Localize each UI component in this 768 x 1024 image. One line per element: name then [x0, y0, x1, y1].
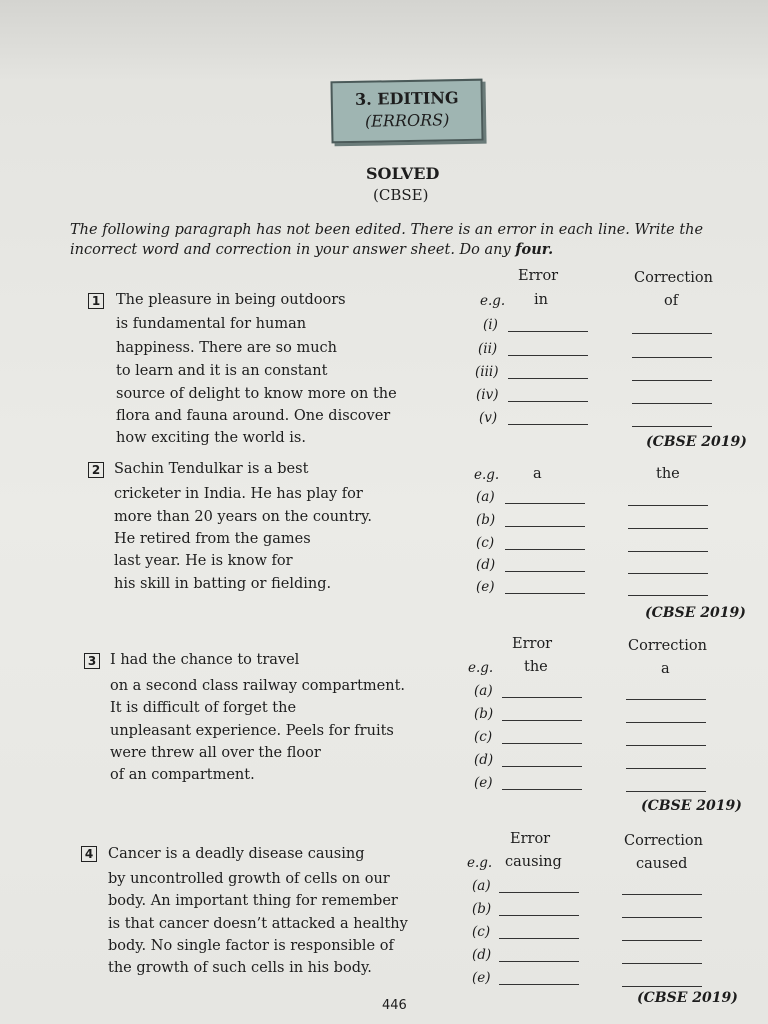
- error-column-header: Error: [518, 268, 559, 284]
- question-line: body. An important thing for remember: [108, 893, 398, 909]
- item-marker: (e): [476, 579, 495, 595]
- question-line: is fundamental for human: [116, 316, 307, 332]
- question-number: 3: [84, 653, 100, 669]
- item-marker: (d): [476, 557, 496, 573]
- question-line: happiness. There are so much: [116, 340, 338, 356]
- question-line: his skill in batting or fielding.: [114, 576, 332, 592]
- correction-column-header: Correction: [634, 270, 713, 286]
- error-answer-blank: [499, 961, 579, 962]
- item-marker: (d): [472, 947, 492, 963]
- correction-answer-blank: [628, 551, 708, 552]
- error-answer-blank: [499, 984, 579, 985]
- error-answer-blank: [499, 892, 579, 893]
- question-line: He retired from the games: [114, 531, 311, 547]
- item-marker: (a): [476, 489, 495, 505]
- instruction-text: [70, 220, 750, 260]
- item-marker: (e): [472, 970, 491, 986]
- question-line: by uncontrolled growth of cells on our: [108, 871, 390, 887]
- error-answer-blank: [508, 331, 588, 332]
- correction-answer-blank: [628, 528, 708, 529]
- question-line: the growth of such cells in his body.: [108, 960, 372, 976]
- item-marker: (d): [474, 752, 494, 768]
- error-answer-blank: [502, 720, 582, 721]
- question-line: The pleasure in being outdoors: [116, 292, 346, 308]
- question-line: is that cancer doesn’t attacked a healthy: [108, 916, 408, 932]
- question-line: to learn and it is an constant: [116, 363, 328, 379]
- example-error: a: [533, 466, 542, 482]
- error-answer-blank: [508, 401, 588, 402]
- error-answer-blank: [502, 766, 582, 767]
- question-line: more than 20 years on the country.: [114, 509, 373, 525]
- example-correction: the: [656, 466, 680, 482]
- correction-answer-blank: [628, 505, 708, 506]
- correction-column-header: Correction: [624, 833, 703, 849]
- correction-answer-blank: [622, 917, 702, 918]
- question-line: cricketer in India. He has play for: [114, 486, 363, 502]
- error-answer-blank: [508, 378, 588, 379]
- question-line: It is difficult of forget the: [110, 700, 297, 716]
- error-column-header: Error: [512, 636, 553, 652]
- chapter-title: 3. EDITING: [354, 88, 459, 109]
- question-line: body. No single factor is responsible of: [108, 938, 394, 954]
- correction-answer-blank: [626, 745, 706, 746]
- item-marker: (ii): [478, 341, 498, 357]
- question-line: of an compartment.: [110, 767, 255, 783]
- correction-answer-blank: [626, 699, 706, 700]
- citation: (CBSE 2019): [646, 434, 747, 450]
- example-correction: a: [661, 661, 670, 677]
- question-line: I had the chance to travel: [110, 652, 300, 668]
- error-answer-blank: [505, 549, 585, 550]
- error-answer-blank: [502, 789, 582, 790]
- question-line: how exciting the world is.: [116, 430, 306, 446]
- item-marker: (i): [483, 317, 498, 333]
- chapter-heading-box: [330, 79, 483, 144]
- error-answer-blank: [502, 743, 582, 744]
- error-answer-blank: [508, 355, 588, 356]
- example-label: e.g.: [474, 467, 500, 483]
- question-line: last year. He is know for: [114, 553, 293, 569]
- question-number: 2: [88, 462, 104, 478]
- instruction-emphasis: four.: [515, 241, 554, 258]
- section-source: (CBSE): [373, 186, 429, 204]
- correction-answer-blank: [632, 380, 712, 381]
- example-label: e.g.: [468, 660, 494, 676]
- item-marker: (e): [474, 775, 493, 791]
- question-number: 4: [81, 846, 97, 862]
- correction-answer-blank: [628, 595, 708, 596]
- error-answer-blank: [499, 938, 579, 939]
- correction-answer-blank: [632, 357, 712, 358]
- example-error: in: [534, 292, 548, 308]
- error-column-header: Error: [510, 831, 551, 847]
- question-line: were threw all over the floor: [110, 745, 321, 761]
- item-marker: (c): [476, 535, 495, 551]
- correction-answer-blank: [628, 573, 708, 574]
- example-correction: of: [664, 293, 679, 309]
- example-label: e.g.: [467, 855, 493, 871]
- citation: (CBSE 2019): [641, 798, 742, 814]
- question-line: flora and fauna around. One discover: [116, 408, 391, 424]
- item-marker: (b): [472, 901, 492, 917]
- instruction-body: The following paragraph has not been edited. There is an error in each line. Write the incorrect word and correction in your answer sheet. Do any: [70, 222, 704, 258]
- question-number: 1: [88, 293, 104, 309]
- question-line: Sachin Tendulkar is a best: [114, 461, 309, 477]
- section-title: SOLVED: [366, 164, 440, 183]
- correction-answer-blank: [626, 722, 706, 723]
- correction-answer-blank: [632, 333, 712, 334]
- citation: (CBSE 2019): [645, 605, 746, 621]
- correction-answer-blank: [622, 986, 702, 987]
- error-answer-blank: [505, 571, 585, 572]
- item-marker: (c): [474, 729, 493, 745]
- item-marker: (iv): [476, 387, 499, 403]
- item-marker: (b): [474, 706, 494, 722]
- error-answer-blank: [499, 915, 579, 916]
- citation: (CBSE 2019): [637, 990, 738, 1006]
- correction-answer-blank: [632, 403, 712, 404]
- correction-answer-blank: [626, 791, 706, 792]
- example-error: causing: [505, 854, 562, 870]
- error-answer-blank: [502, 697, 582, 698]
- question-line: unpleasant experience. Peels for fruits: [110, 723, 394, 739]
- item-marker: (iii): [475, 364, 499, 380]
- error-answer-blank: [508, 424, 588, 425]
- error-answer-blank: [505, 503, 585, 504]
- item-marker: (v): [479, 410, 498, 426]
- correction-answer-blank: [622, 940, 702, 941]
- example-label: e.g.: [480, 293, 506, 309]
- error-answer-blank: [505, 593, 585, 594]
- correction-answer-blank: [622, 894, 702, 895]
- page-number: 446: [382, 998, 407, 1013]
- item-marker: (a): [472, 878, 491, 894]
- question-line: source of delight to know more on the: [116, 386, 397, 402]
- error-answer-blank: [505, 526, 585, 527]
- correction-column-header: Correction: [628, 638, 707, 654]
- chapter-subtitle: (ERRORS): [364, 110, 450, 131]
- correction-answer-blank: [626, 768, 706, 769]
- example-error: the: [524, 659, 548, 675]
- item-marker: (c): [472, 924, 491, 940]
- item-marker: (a): [474, 683, 493, 699]
- question-line: on a second class railway compartment.: [110, 678, 406, 694]
- correction-answer-blank: [622, 963, 702, 964]
- item-marker: (b): [476, 512, 496, 528]
- question-line: Cancer is a deadly disease causing: [108, 846, 365, 862]
- example-correction: caused: [636, 856, 688, 872]
- correction-answer-blank: [632, 426, 712, 427]
